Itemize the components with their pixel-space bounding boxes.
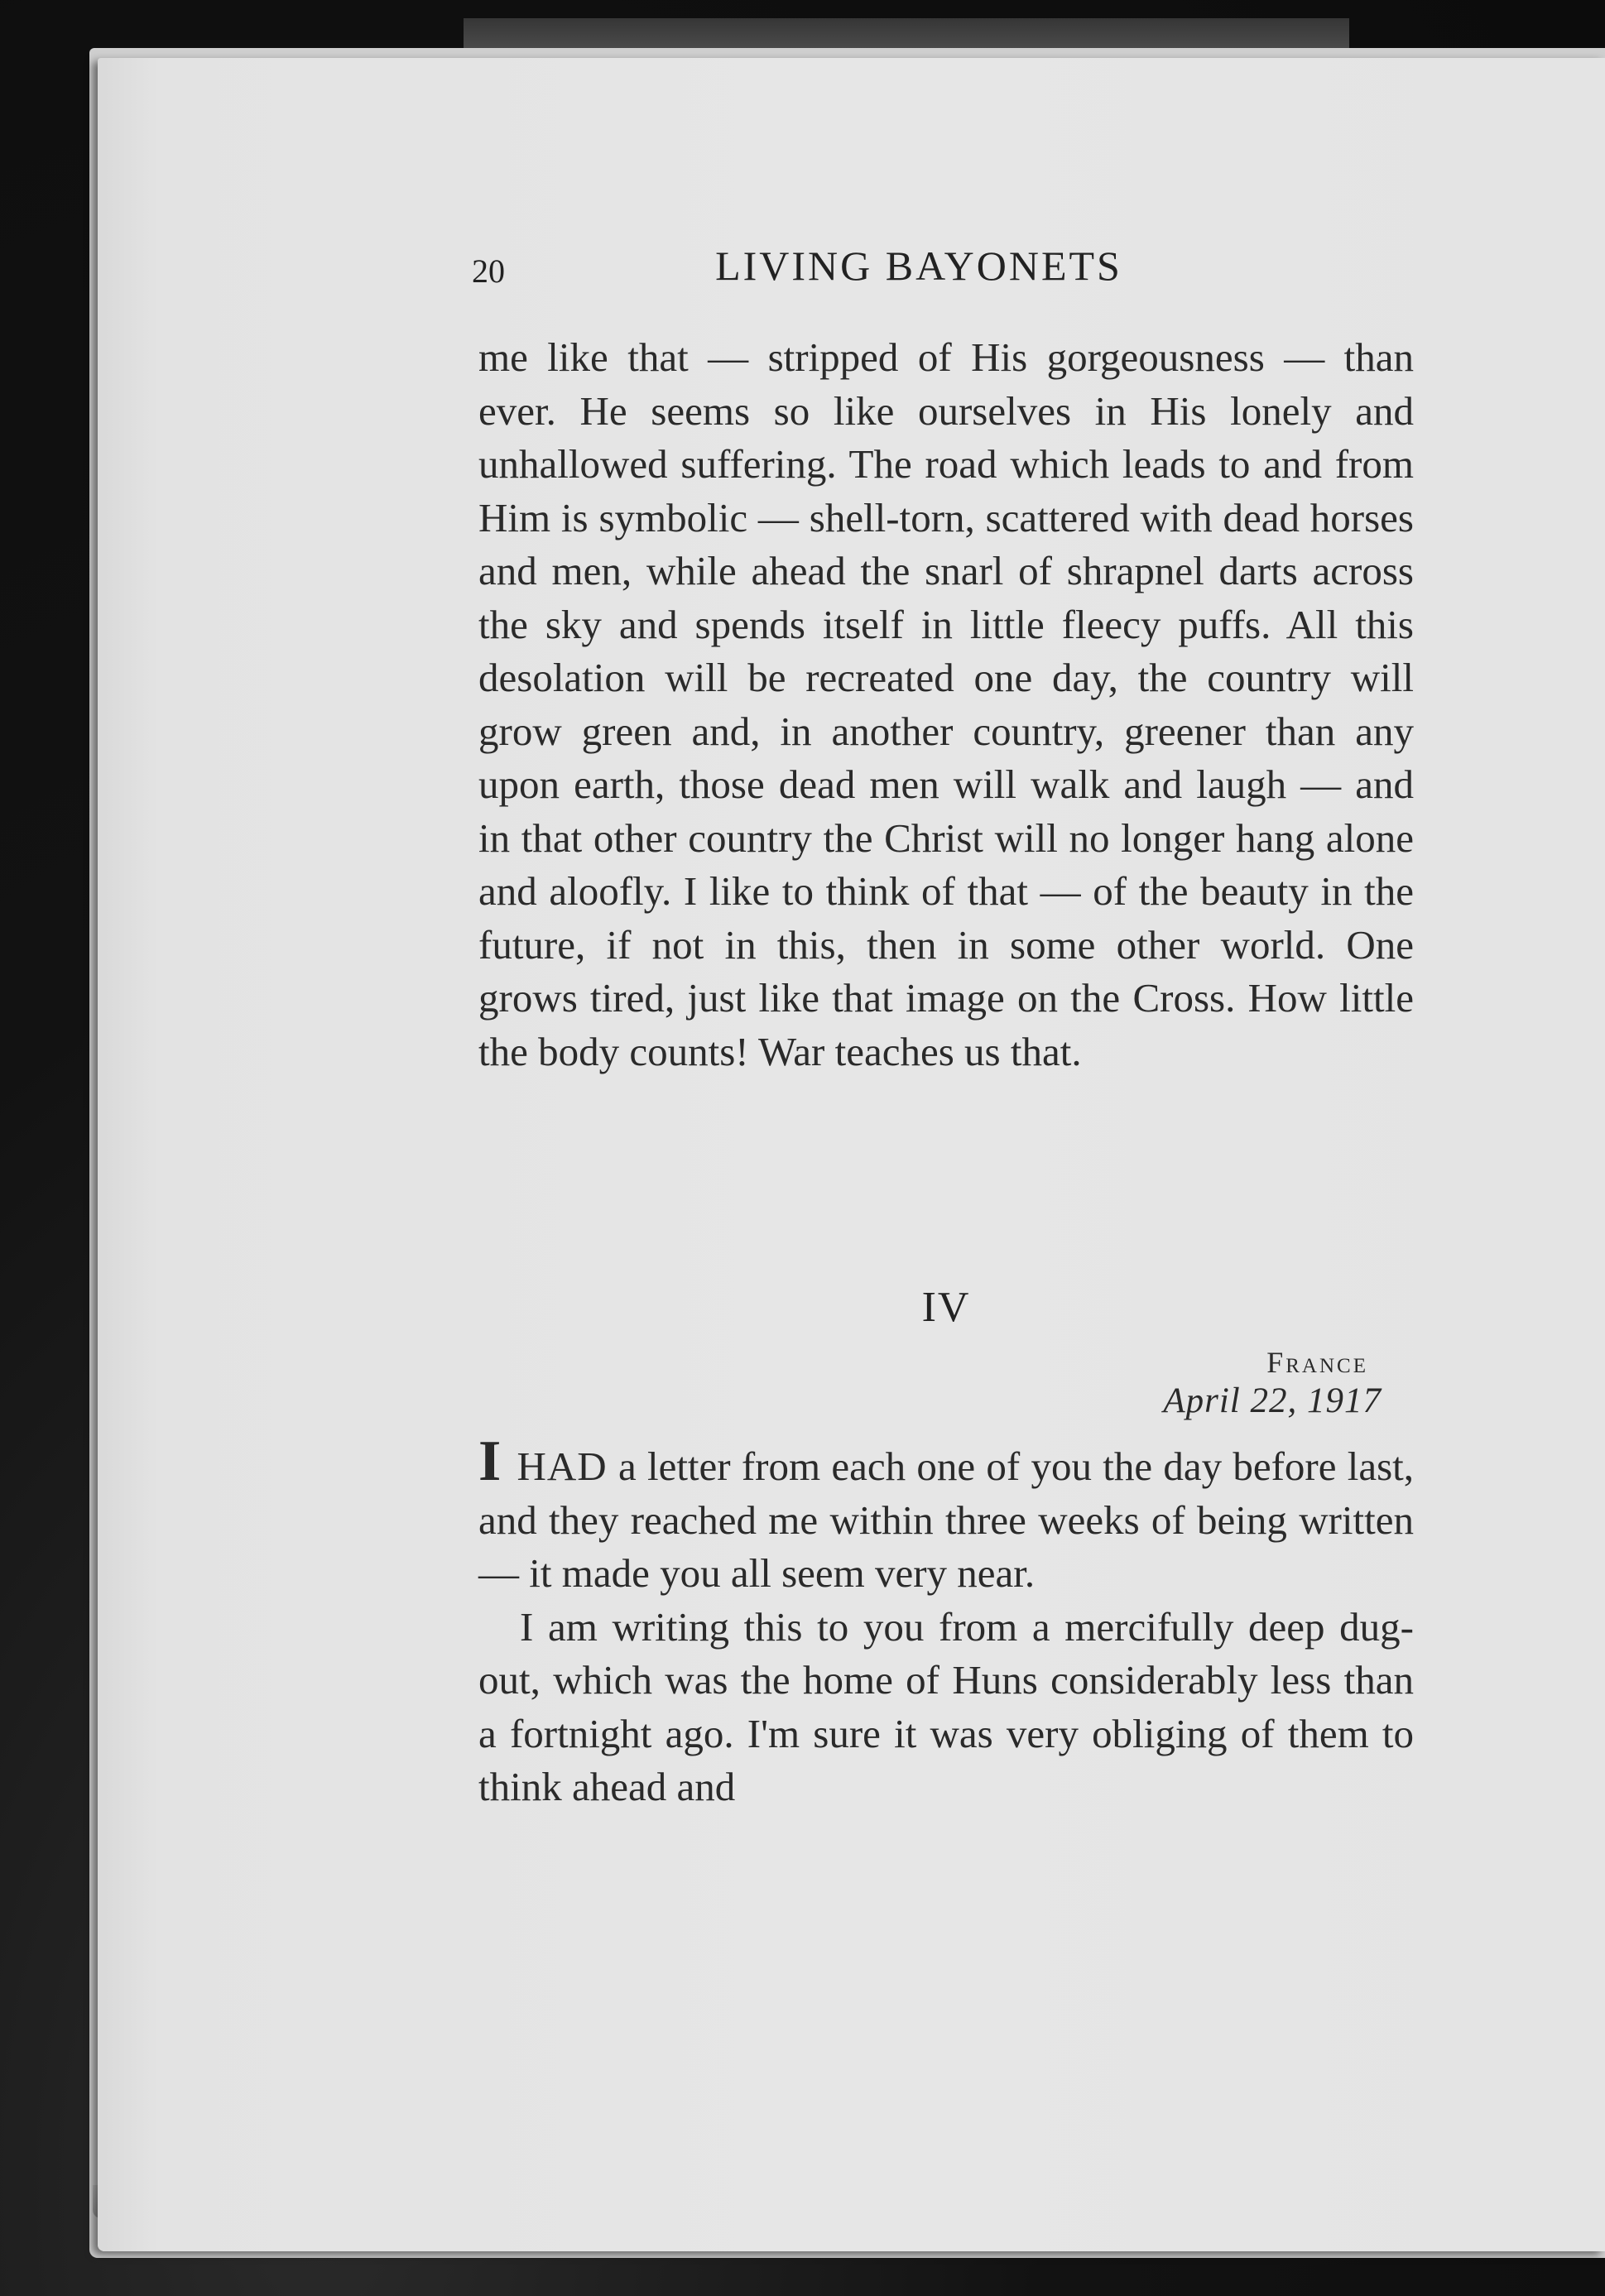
section-number: IV — [921, 1284, 971, 1331]
letter-date: April 22, 1917 — [1163, 1381, 1382, 1420]
letter-paragraph-one — [478, 1429, 1415, 1601]
page-header — [472, 242, 1415, 300]
passage-one — [478, 331, 1414, 1078]
drop-cap: I — [478, 1429, 502, 1493]
lead-caps: HAD — [517, 1443, 608, 1489]
letter-place: France — [1266, 1346, 1368, 1379]
letter-paragraph-two: I am writing this to you from a mercifully deep dug-out, which was the home of Huns considerably less than a fortnight ago. I'm sure it was very obliging of them to think ahead and — [478, 1603, 1414, 1809]
letter-paragraph-one-rest: a letter from each one of you the day before last, and they reached me within three weeks of being written — it made you all seem very near. — [478, 1443, 1415, 1596]
page-number: 20 — [472, 252, 505, 290]
passage-one-paragraph: me like that — stripped of His gorgeousness — than ever. He seems so like ourselves in His lonely and unhallowed suffering. The road which leads to and from Him is symbolic — shell-torn, scattered with dead horses and men, while ahead the snarl of shrapnel darts across the sky and spends itself in little fleecy puffs. All this desolation will be recreated one day, the country will grow green and, in another country, greener than any upon earth, those dead men will walk and laugh — and in that other country the Christ will no longer hang alone and aloofly. I like to think of that — of the beauty in the future, if not in this, then in some other world. One grows tired, just like that image on the Cross. How little the body counts! War teaches us that. — [478, 334, 1414, 1074]
running-head: LIVING BAYONETS — [715, 243, 1122, 289]
letter-body — [478, 1429, 1415, 1814]
